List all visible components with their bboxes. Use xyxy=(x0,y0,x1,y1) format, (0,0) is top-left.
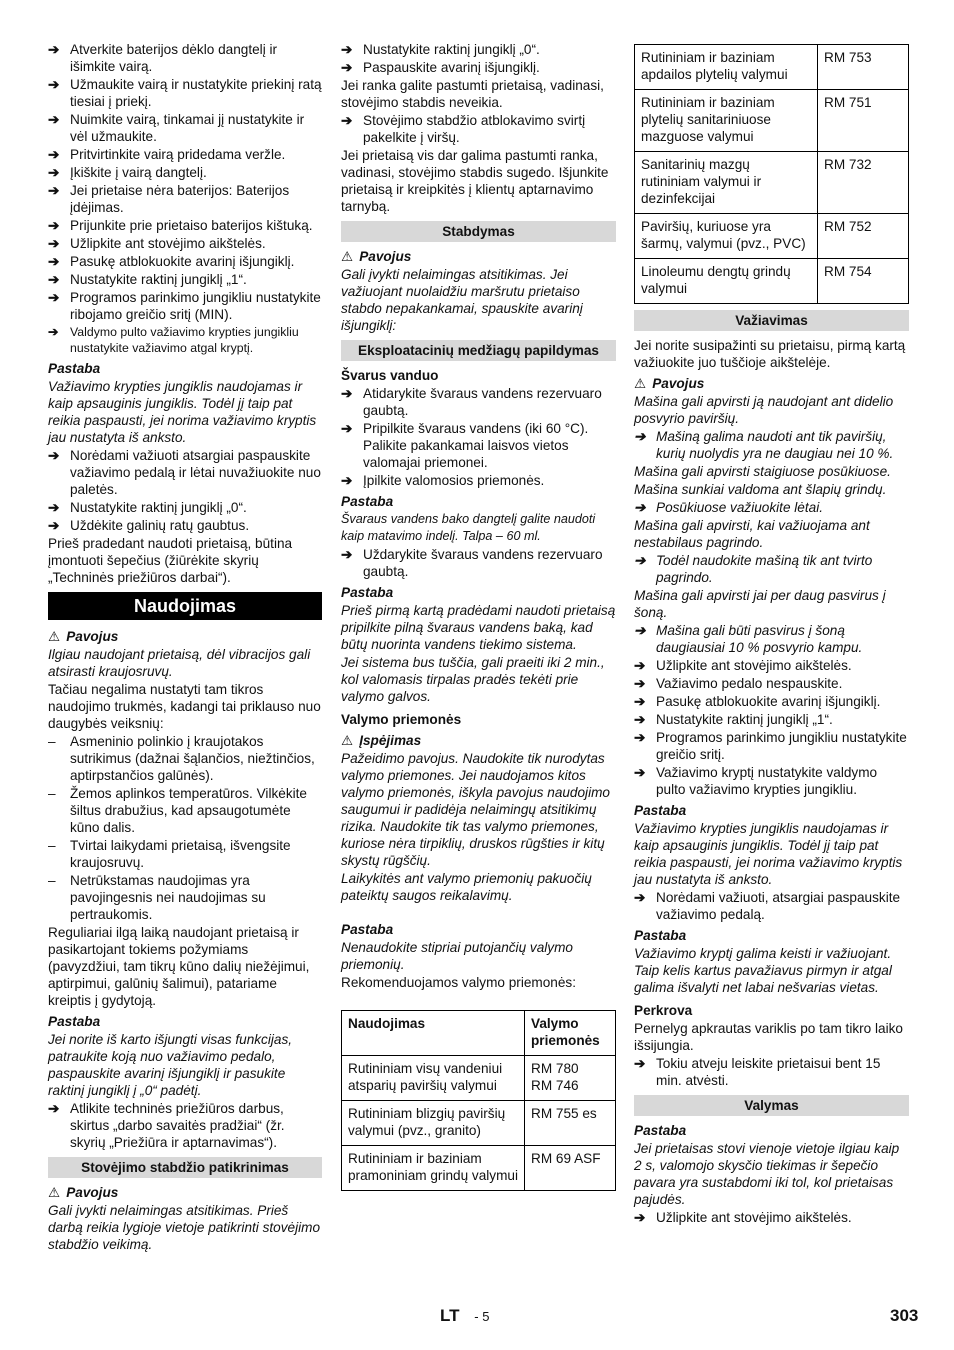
paragraph: Pernelyg apkrautas variklis po tam tikro laiko išsijungia. xyxy=(634,1021,903,1053)
table-header: Naudojimas xyxy=(342,1011,525,1056)
step: ➔ Norėdami važiuoti, atsargiai paspauskite važiavimo pedalą. xyxy=(634,890,901,922)
section-bar: Važiavimas xyxy=(634,310,909,331)
table-row xyxy=(342,1056,616,1101)
danger-label: ⚠ Pavojus xyxy=(634,376,705,391)
step: ➔ Nustatykite raktinį jungiklį „0“. xyxy=(341,42,540,57)
step: ➔ Programos parinkimo jungikliu nustatykite greičio sritį. xyxy=(634,730,907,762)
note-label: Pastaba xyxy=(634,1123,687,1138)
step: ➔ Valdymo pulto važiavimo krypties jungikliu nustatykite važiavimo atgal kryptį. xyxy=(48,325,299,355)
paragraph: Rekomenduojamos valymo priemonės: xyxy=(341,975,576,990)
table-cell: Paviršių, kuriuose yra šarmų, valymui (pvz., PVC) xyxy=(635,214,818,259)
warning-triangle-icon: ⚠ xyxy=(341,249,354,264)
table-cell: Sanitarinių mazgų rutininiam valymui ir dezinfekcijai xyxy=(635,152,818,214)
step: ➔ Nustatykite raktinį jungiklį „1“. xyxy=(48,272,247,287)
table-row xyxy=(635,45,909,90)
note-label: Pastaba xyxy=(341,494,394,509)
table-row xyxy=(635,90,909,152)
section-bar: Valymas xyxy=(634,1095,909,1116)
step: ➔ Nustatykite raktinį jungiklį „0“. xyxy=(48,500,247,515)
dash-item: – Tvirtai laikydami prietaisą, išvengsite kraujosruvų. xyxy=(48,838,291,870)
table-header: Valymo priemonės xyxy=(525,1011,616,1056)
table-cell: Rutininiam ir baziniam pramoniniam grindų valymui xyxy=(342,1146,525,1191)
step: ➔ Užlipkite ant stovėjimo aikštelės. xyxy=(48,236,266,251)
note-text: Važiavimo krypties jungiklis naudojamas ir kaip apsauginis jungiklis. Todėl jį taip pat reikia paspausti, jei norima važiavimo kryptis jau nustatyta iš anksto. xyxy=(634,821,903,887)
step: ➔ Programos parinkimo jungikliu nustatykite ribojamo greičio sritį (MIN). xyxy=(48,290,321,322)
step: ➔ Mašina gali būti pasvirus į šoną daugiausiai 10 % posvyrio kampu. xyxy=(634,623,863,655)
table-cell: RM 755 es xyxy=(525,1101,616,1146)
step: ➔ Važiavimo kryptį nustatykite valdymo pulto važiavimo krypties jungikliu. xyxy=(634,765,878,797)
table-cell: Rutininiam ir baziniam plytelių sanitariniuose mazguose valymui xyxy=(635,90,818,152)
footer-language-page xyxy=(440,1307,489,1325)
table-cell: RM 751 xyxy=(818,90,909,152)
table-cell: Rutininiam blizgių paviršių valymui (pvz., granito) xyxy=(342,1101,525,1146)
table-header-row xyxy=(342,1011,616,1056)
note-label: Pastaba xyxy=(634,928,687,943)
danger-text: Mašina sunkiai valdoma ant šlapių grindų. xyxy=(634,482,887,497)
danger-text: Gali įvykti nelaimingas atsitikimas. Prieš darbą reikia lygioje vietoje patikrinti stovėjimo stabdžio veikimą. xyxy=(48,1203,321,1252)
step: ➔ Uždėkite galinių ratų gaubtus. xyxy=(48,518,250,533)
note-text: Važiavimo kryptį galima keisti ir važiuojant. Taip kelis kartus pavažiavus pirmyn ir atgal galima išvalyti net labai nešvarias vietas. xyxy=(634,946,892,995)
note-label: Pastaba xyxy=(48,1014,101,1029)
section-bar: Stovėjimo stabdžio patikrinimas xyxy=(48,1157,322,1178)
paragraph: Prieš pradedant naudoti prietaisą, būtina įmontuoti šepečius (žiūrėkite skyrių „Techninės priežiūros darbai“). xyxy=(48,536,293,585)
table-cell: RM 754 xyxy=(818,259,909,304)
note-text: Jei prietaisas stovi vienoje vietoje ilgiau kaip 2 s, valomojo skysčio tiekimas ir šepečio pavara yra sustabdomi iki tol, kol prietaisas pajudės. xyxy=(634,1141,900,1207)
step: ➔ Pritvirtinkite vairą pridedama veržle. xyxy=(48,147,286,162)
note-label: Pastaba xyxy=(634,803,687,818)
step: ➔ Stovėjimo stabdžio atblokavimo svirtį pakelkite į viršų. xyxy=(341,113,586,145)
footer-language: LT xyxy=(440,1306,460,1325)
table-row xyxy=(635,214,909,259)
steps-top xyxy=(48,41,322,356)
subheading: Švarus vanduo xyxy=(341,368,439,383)
paragraph: Jei ranka galite pastumti prietaisą, vadinasi, stovėjimo stabdis neveikia. xyxy=(341,78,604,110)
step: ➔ Įkiškite į vairą dangtelį. xyxy=(48,165,207,180)
note-text: Prieš pirmą kartą pradėdami naudoti prietaisą pripilkite pilną švaraus vandens baką, kad būtų nuorinta vandens tiekimo sistema. xyxy=(341,603,616,652)
step: ➔ Pasukę atblokuokite avarinį išjungiklį. xyxy=(634,694,881,709)
step: ➔ Nuimkite vairą, tinkamai jį nustatykite ir vėl užmaukite. xyxy=(48,112,305,144)
danger-text: Gali įvykti nelaimingas atsitikimas. Jei važiuojant nuolaidžiu maršrutu prietaiso stabdo nepakankamai, spauskite avarinį išjungiklį: xyxy=(341,267,583,333)
table-row xyxy=(635,259,909,304)
step: ➔ Atlikite techninės priežiūros darbus, skirtus „darbo savaitės pradžiai“ (žr. skyrių „Priežiūra ir aptarnavimas“). xyxy=(48,1101,285,1150)
note-text: Jei norite iš karto išjungti visas funkcijas, patraukite koją nuo važiavimo pedalo, paspauskite avarinį išjungiklį ir pasukite raktinį jungiklį į „0“ padėtį. xyxy=(48,1032,293,1098)
step: ➔ Tokiu atveju leiskite prietaisui bent 15 min. atvėsti. xyxy=(634,1056,881,1088)
note-text: Važiavimo krypties jungiklis naudojamas ir kaip apsauginis jungiklis. Todėl jį taip pat reikia paspausti, jei norima važiavimo kryptis jau nustatyta iš anksto. xyxy=(48,379,317,445)
subheading: Valymo priemonės xyxy=(341,712,462,727)
section-bar: Stabdymas xyxy=(341,221,616,242)
danger-text: Ilgiau naudojant prietaisą, dėl vibracijos gali atsirasti kraujosruvų. xyxy=(48,647,311,679)
note-text: Švaraus vandens bako dangtelį galite naudoti kaip matavimo indelį. Talpa – 60 ml. xyxy=(341,512,596,543)
table-cell: RM 780 RM 746 xyxy=(525,1056,616,1101)
paragraph: Tačiau negalima nustatyti tam tikros naudojimo trukmės, kadangi tai priklauso nuo daugybės veiksnių: xyxy=(48,682,321,731)
table-cell: Rutininiam visų vandeniui atsparių paviršių valymui xyxy=(342,1056,525,1101)
paragraph: Jei norite susipažinti su prietaisu, pirmą kartą važiuokite juo tuščioje aikštelėje. xyxy=(634,338,906,370)
section-heading: Naudojimas xyxy=(48,592,322,620)
note-text: Nenaudokite stipriai putojančių valymo priemonių. xyxy=(341,940,573,972)
step: ➔ Mašiną galima naudoti ant tik paviršių, kurių nuolydis yra ne daugiau nei 10 %. xyxy=(634,429,894,461)
warning-text: Pažeidimo pavojus. Naudokite tik nurodytas valymo priemones. Jei naudojamos kitos valymo priemonės, iškyla pavojus naudojimo saugumui ir padidėja nelaimingų atsitikimų rizika. Naudokite tik tas valymo priemones, kuriose nėra tirpiklių, druskos rūgšties ir kitų skystų rūgščių. xyxy=(341,751,610,868)
column-3 xyxy=(634,44,909,1227)
danger-text: Mašina gali apvirsti ją naudojant ant didelio posvyrio paviršių. xyxy=(634,394,894,426)
step: ➔ Užmaukite vairą ir nustatykite priekinį ratą tiesiai į priekį. xyxy=(48,77,322,109)
step: ➔ Įpilkite valomosios priemonės. xyxy=(341,473,545,488)
table-cell: Rutininiam ir baziniam apdailos plytelių valymui xyxy=(635,45,818,90)
column-1 xyxy=(48,41,322,1254)
step: ➔ Važiavimo pedalo nespauskite. xyxy=(634,676,843,691)
section-bar: Eksploatacinių medžiagų papildymas xyxy=(341,340,616,361)
table-row xyxy=(635,152,909,214)
danger-text: Mašina gali apvirsti staigiuose posūkiuose. xyxy=(634,464,891,479)
step: ➔ Uždarykite švaraus vandens rezervuaro gaubtą. xyxy=(341,547,603,579)
warning-label: ⚠ Įspėjimas xyxy=(341,733,422,748)
table-cell: RM 752 xyxy=(818,214,909,259)
table-row xyxy=(342,1146,616,1191)
step: ➔ Atidarykite švaraus vandens rezervuaro gaubtą. xyxy=(341,386,602,418)
step: ➔ Todėl naudokite mašiną tik ant tvirto pagrindo. xyxy=(634,553,873,585)
step: ➔ Atverkite baterijos dėklo dangtelį ir išimkite vairą. xyxy=(48,42,278,74)
dash-item: – Asmeninio polinkio į kraujotakos sutrikimus (dažnai šąlančios, niežtinčios, aptirpstančios galūnės). xyxy=(48,734,315,783)
danger-label: ⚠ Pavojus xyxy=(48,629,119,644)
warning-text: Laikykitės ant valymo priemonių pakuočių pateiktų saugos reikalavimų. xyxy=(341,871,592,903)
step: ➔ Užlipkite ant stovėjimo aikštelės. xyxy=(634,658,852,673)
paragraph: Jei prietaisą vis dar galima pastumti ranka, vadinasi, stovėjimo stabdis sugedo. Išjunkite prietaisą ir kreipkitės į klientų aptarnavimo tarnybą. xyxy=(341,148,609,214)
dash-item: – Netrūkstamas naudojimas yra pavojingesnis nei naudojimas su pertraukomis. xyxy=(48,873,266,922)
table-row xyxy=(342,1101,616,1146)
column-2 xyxy=(341,41,616,1191)
note-label: Pastaba xyxy=(341,585,394,600)
step: ➔ Paspauskite avarinį išjungiklį. xyxy=(341,60,540,75)
table-cell: RM 732 xyxy=(818,152,909,214)
danger-text: Mašina gali apvirsti, kai važiuojama ant nestabilaus pagrindo. xyxy=(634,518,870,550)
step: ➔ Užlipkite ant stovėjimo aikštelės. xyxy=(634,1210,852,1225)
table-cell: Linoleumu dengtų grindų valymui xyxy=(635,259,818,304)
warning-triangle-icon: ⚠ xyxy=(634,376,647,391)
note-label: Pastaba xyxy=(48,361,101,376)
page-number: 303 xyxy=(890,1306,919,1325)
footer-separator: - 5 xyxy=(474,1309,490,1324)
table-cell: RM 69 ASF xyxy=(525,1146,616,1191)
step: ➔ Nustatykite raktinį jungiklį „1“. xyxy=(634,712,833,727)
note-label: Pastaba xyxy=(341,922,394,937)
paragraph: Reguliariai ilgą laiką naudojant prietaisą ir pasikartojant tokiems požymiams (pavyzdžiui, tam tikrų kūno dalių niežėjimui, aptirpimui, galūnių šalimui), patariame kreiptis į gydytoją. xyxy=(48,925,310,1008)
table-cell: RM 753 xyxy=(818,45,909,90)
step: ➔ Norėdami važiuoti atsargiai paspauskite važiavimo pedalą ir lėtai nuvažiuokite nuo paletės. xyxy=(48,448,321,497)
step: ➔ Pripilkite švaraus vandens (iki 60 °C). Palikite pakankamai laisvos vietos valomajai priemonei. xyxy=(341,421,589,470)
cleaning-agents-table xyxy=(341,1010,616,1191)
warning-triangle-icon: ⚠ xyxy=(341,733,354,748)
cleaning-agents-table-continued xyxy=(634,44,909,304)
subheading: Perkrova xyxy=(634,1003,693,1018)
warning-triangle-icon: ⚠ xyxy=(48,629,61,644)
danger-label: ⚠ Pavojus xyxy=(48,1185,119,1200)
step: ➔ Prijunkite prie prietaiso baterijos kištuką. xyxy=(48,218,313,233)
dash-item: – Žemos aplinkos temperatūros. Vilkėkite šiltus drabužius, kad apsaugotumėte kūno dalis. xyxy=(48,786,307,835)
warning-triangle-icon: ⚠ xyxy=(48,1185,61,1200)
danger-label: ⚠ Pavojus xyxy=(341,249,412,264)
step: ➔ Pasukę atblokuokite avarinį išjungiklį. xyxy=(48,254,295,269)
danger-text: Mašina gali apvirsti jai per daug pasvirus į šoną. xyxy=(634,588,886,620)
step: ➔ Posūkiuose važiuokite lėtai. xyxy=(634,500,823,515)
step: ➔ Jei prietaise nėra baterijos: Baterijos įdėjimas. xyxy=(48,183,290,215)
note-text: Jei sistema bus tuščia, gali praeiti iki 2 min., kol valomasis tirpalas pradės tekėti prie valymo galvos. xyxy=(341,655,605,704)
